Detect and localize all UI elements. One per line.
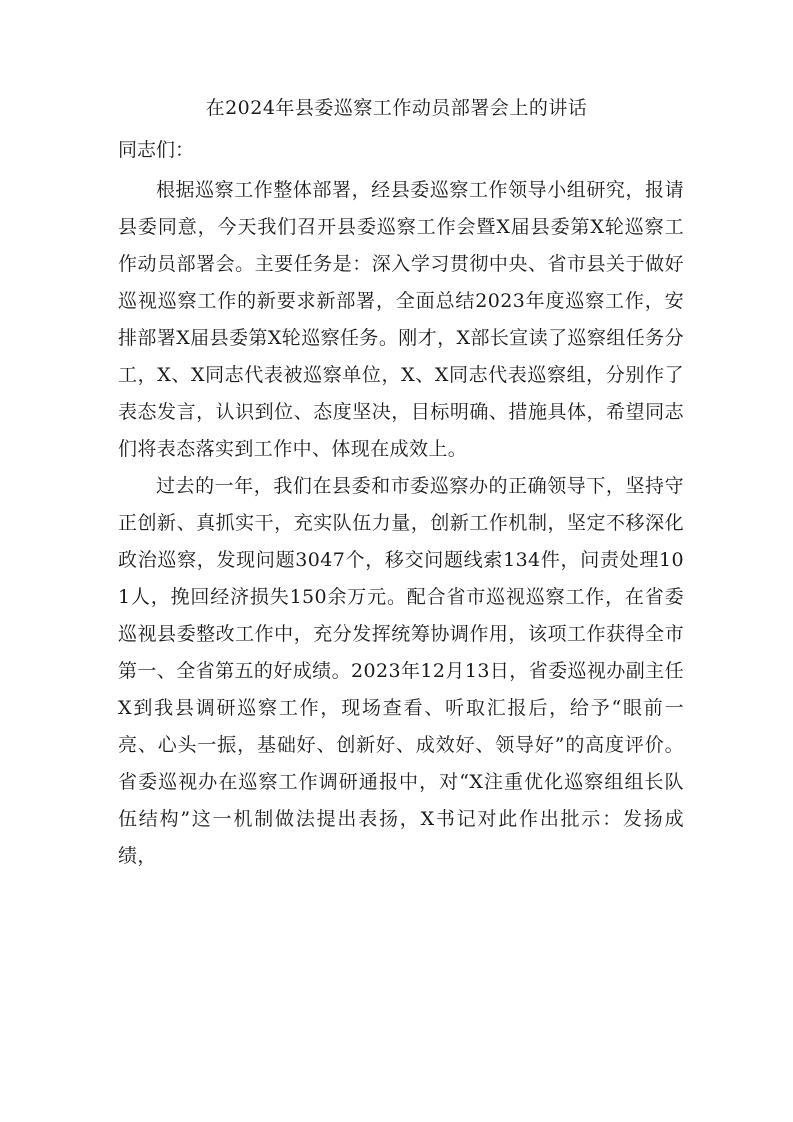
paragraph-2: 过去的一年，我们在县委和市委巡察办的正确领导下，坚持守正创新、真抓实干，充实队伍力量，创新工作机制，坚定不移深化政治巡察，发现问题3047个，移交问题线索134件，问责处理101人，挽回经济损失150余万元。配合省市巡视巡察工作，在省委巡视县委整改工作中，充分发挥统筹协调作用，该项工作获得全市第一、全省第五的好成绩。2023年12月13日，省委巡视办副主任X到我县调研巡察工作，现场查看、听取汇报后，给予“眼前一亮、心头一振，基础好、创新好、成效好、领导好”的高度评价。省委巡视办在巡察工作调研通报中，对“X注重优化巡察组组长队伍结构”这一机制做法提出表扬，X书记对此作出批示：发扬成绩， — [118, 475, 684, 867]
document-body — [118, 172, 684, 875]
document-title: 在2024年县委巡察工作动员部署会上的讲话 — [205, 97, 588, 119]
paragraph-1: 根据巡察工作整体部署，经县委巡察工作领导小组研究，报请县委同意，今天我们召开县委巡察工作会暨X届县委第X轮巡察工作动员部署会。主要任务是：深入学习贯彻中央、省市县关于做好巡视巡察工作的新要求新部署，全面总结2023年度巡察工作，安排部署X届县委第X轮巡察任务。刚才，X部长宣读了巡察组任务分工，X、X同志代表被巡察单位，X、X同志代表巡察组，分别作了表态发言，认识到位、态度坚决，目标明确、措施具体，希望同志们将表态落实到工作中、体现在成效上。 — [118, 179, 684, 460]
salutation: 同志们： — [118, 139, 195, 161]
